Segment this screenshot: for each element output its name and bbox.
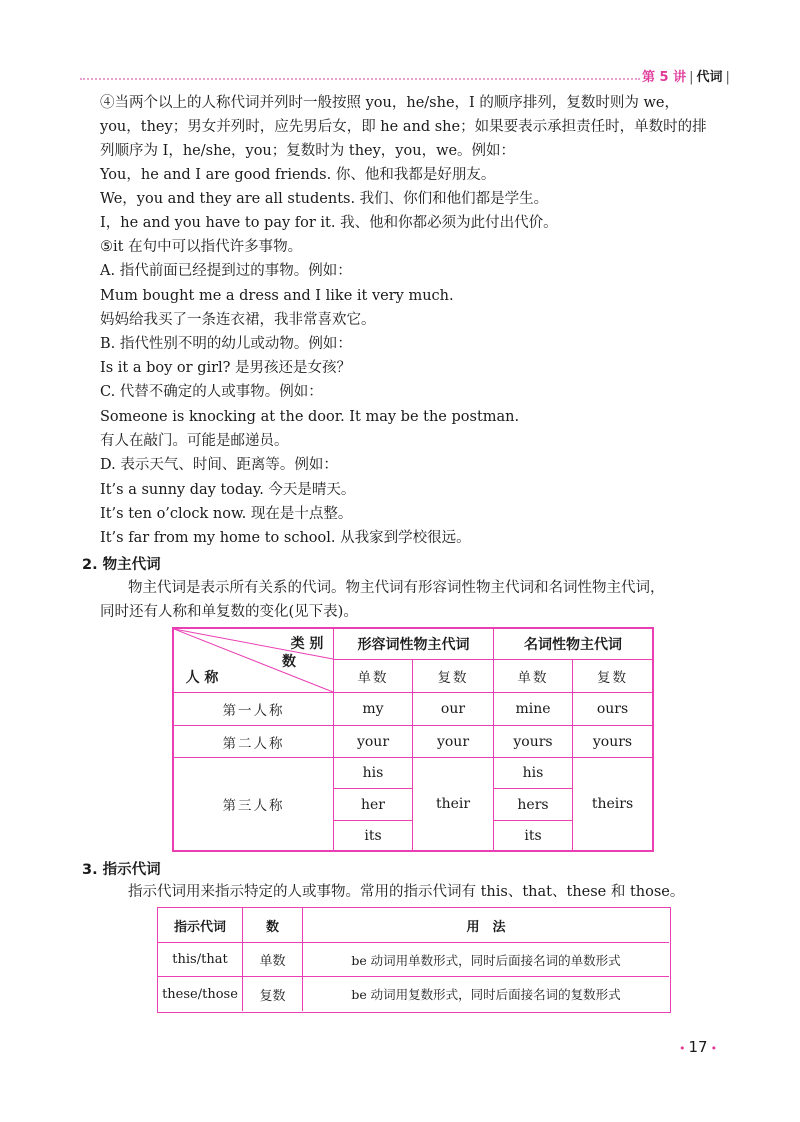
body-line: ④当两个以上的人称代词并列时一般按照 you，he/she，I 的顺序排列，复数时则为 we， bbox=[100, 95, 679, 111]
section3-paragraph: 指示代词用来指示特定的人或事物。常用的指示代词有 this、that、these 和 those。 bbox=[128, 884, 685, 900]
header-rule bbox=[80, 78, 640, 80]
page-number-value: 17 bbox=[688, 1038, 708, 1056]
body-line: 有人在敲门。可能是邮递员。 bbox=[100, 433, 289, 449]
page-dot-icon: • bbox=[679, 1042, 686, 1055]
table-cell: hers bbox=[517, 796, 549, 813]
table-cell: its bbox=[524, 827, 542, 844]
table-cell: your bbox=[436, 733, 470, 750]
row-label-third-person: 第三人称 bbox=[222, 798, 285, 814]
body-line: C. 代替不确定的人或事物。例如： bbox=[100, 384, 323, 400]
header-number: 数 bbox=[265, 919, 279, 935]
header-divider: | bbox=[689, 70, 694, 85]
demonstrative-pronoun-table bbox=[157, 907, 671, 1013]
possessive-pronoun-table bbox=[172, 627, 654, 852]
body-line: B. 指代性别不明的幼儿或动物。例如： bbox=[100, 336, 352, 352]
body-line: We，you and they are all students. 我们、你们和他们都是学生。 bbox=[100, 191, 549, 207]
header-noun-possessive: 名词性物主代词 bbox=[524, 637, 622, 653]
lecture-topic: 代词 bbox=[696, 70, 723, 85]
corner-number-label: 数 bbox=[282, 654, 296, 670]
table-cell: your bbox=[356, 733, 390, 750]
header-usage: 用 法 bbox=[466, 919, 506, 935]
page-number bbox=[676, 1038, 720, 1056]
table-cell: this/that bbox=[172, 952, 228, 967]
body-line: Mum bought me a dress and I like it very much. bbox=[100, 288, 454, 304]
table-cell: her bbox=[361, 796, 385, 813]
body-line: you，they；男女并列时，应先男后女，即 he and she；如果要表示承担责任时，单数时的排 bbox=[100, 119, 707, 135]
body-line: Someone is knocking at the door. It may be the postman. bbox=[100, 409, 520, 425]
lecture-number: 第 5 讲 bbox=[642, 70, 687, 85]
body-line: ⑤it 在句中可以指代许多事物。 bbox=[100, 239, 303, 255]
body-line: It’s a sunny day today. 今天是晴天。 bbox=[100, 482, 356, 498]
subheader-plural: 复数 bbox=[597, 670, 628, 686]
body-line: It’s far from my home to school. 从我家到学校很远。 bbox=[100, 530, 471, 546]
row-label-second-person: 第二人称 bbox=[222, 735, 285, 752]
corner-category-label: 类 别 bbox=[290, 636, 324, 652]
table-cell: its bbox=[364, 827, 382, 844]
page-dot-icon: • bbox=[710, 1042, 718, 1055]
body-line: You，he and I are good friends. 你、他和我都是好朋友。 bbox=[100, 167, 496, 183]
running-header bbox=[642, 66, 733, 85]
header-adjective-possessive: 形容词性物主代词 bbox=[357, 637, 470, 653]
body-line: It’s ten o’clock now. 现在是十点整。 bbox=[100, 506, 353, 522]
section2-paragraph: 同时还有人称和单复数的变化(见下表)。 bbox=[100, 604, 358, 620]
body-line: Is it a boy or girl? 是男孩还是女孩？ bbox=[100, 360, 352, 376]
table-cell: yours bbox=[513, 733, 553, 750]
body-line: A. 指代前面已经提到过的事物。例如： bbox=[100, 263, 352, 279]
body-line: 列顺序为 I，he/she，you；复数时为 they，you，we。例如： bbox=[100, 143, 516, 159]
header-divider-end: | bbox=[725, 70, 730, 85]
table-cell: yours bbox=[592, 733, 633, 750]
header-demonstrative: 指示代词 bbox=[173, 919, 226, 935]
table-cell: his bbox=[522, 765, 544, 781]
table-cell: be 动词用复数形式，同时后面接名词的复数形式 bbox=[351, 987, 621, 1002]
body-line: D. 表示天气、时间、距离等。例如： bbox=[100, 457, 338, 473]
subheader-plural: 复数 bbox=[437, 670, 469, 686]
table-cell: our bbox=[440, 701, 466, 717]
table-cell: his bbox=[362, 765, 384, 781]
table-cell: theirs bbox=[591, 796, 634, 812]
subheader-singular: 单数 bbox=[517, 670, 549, 686]
table-cell: be 动词用单数形式，同时后面接名词的单数形式 bbox=[351, 952, 621, 968]
table-cell: mine bbox=[515, 701, 551, 717]
section-heading-demonstrative: 3. 指示代词 bbox=[82, 862, 161, 878]
table-cell: ours bbox=[596, 701, 629, 717]
table-cell: 复数 bbox=[259, 988, 286, 1004]
subheader-singular: 单数 bbox=[357, 670, 389, 686]
section2-paragraph: 物主代词是表示所有关系的代词。物主代词有形容词性物主代词和名词性物主代词， bbox=[128, 580, 665, 596]
body-line: I，he and you have to pay for it. 我、他和你都必须为此付出代价。 bbox=[100, 215, 558, 231]
table-cell: these/those bbox=[162, 986, 238, 1002]
row-label-first-person: 第一人称 bbox=[222, 703, 285, 719]
section-heading-possessive: 2. 物主代词 bbox=[82, 557, 161, 573]
corner-person-label: 人 称 bbox=[185, 670, 219, 686]
table-cell: 单数 bbox=[259, 954, 286, 969]
table-cell: my bbox=[362, 701, 384, 717]
body-line: 妈妈给我买了一条连衣裙，我非常喜欢它。 bbox=[100, 312, 376, 328]
table-cell: their bbox=[435, 796, 471, 812]
